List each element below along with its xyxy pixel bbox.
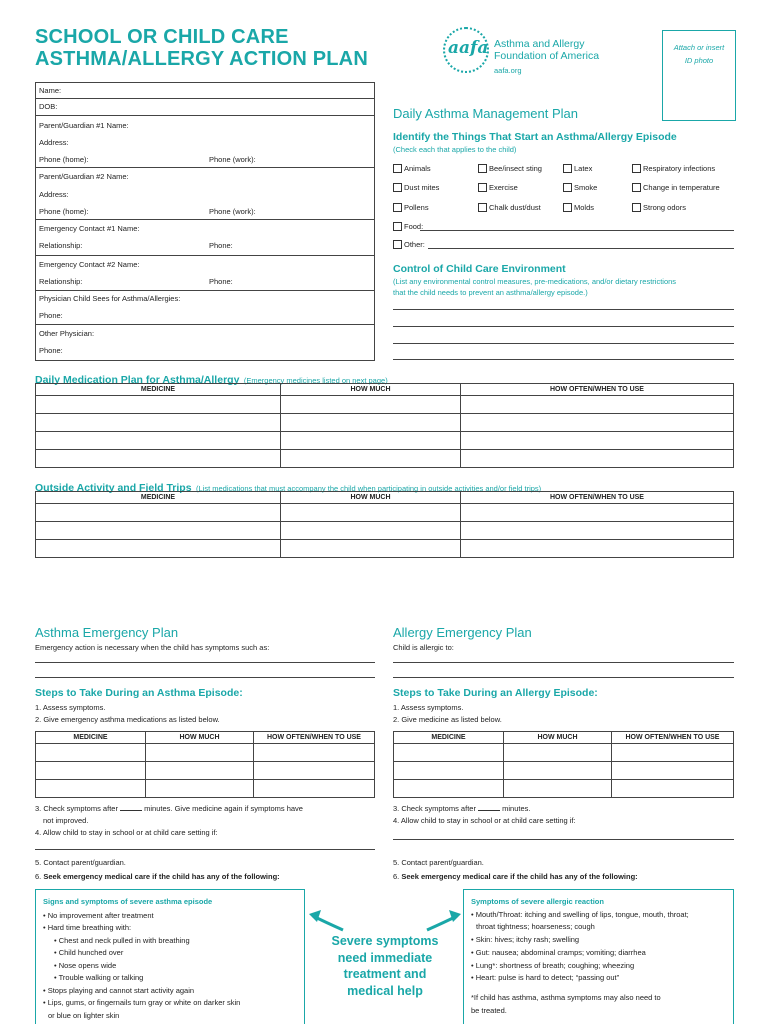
list-item: • Stops playing and cannot start activity again (43, 986, 195, 995)
outside-activity-table: MEDICINE HOW MUCH HOW OFTEN/WHEN TO USE (35, 491, 734, 558)
allergy-step-5: 5. Contact parent/guardian. (393, 858, 484, 867)
note: *If child has asthma, asthma symptoms may also need to (471, 993, 661, 1002)
list-item: or blue on lighter skin (48, 1011, 120, 1020)
trigger-smoke[interactable]: Smoke (563, 183, 597, 192)
divider (36, 290, 374, 291)
checkbox-icon[interactable] (563, 183, 572, 192)
divider (36, 167, 374, 168)
checkbox-icon[interactable] (563, 164, 572, 173)
checkbox-icon[interactable] (632, 183, 641, 192)
note: be treated. (471, 1006, 507, 1015)
checkbox-icon[interactable] (632, 164, 641, 173)
minutes-blank[interactable] (120, 810, 142, 811)
contact-info-box (35, 82, 375, 361)
table-row (36, 762, 375, 780)
asthma-emergency-intro: Emergency action is necessary when the child has symptoms such as: (35, 643, 270, 652)
asthma-step-6: 6. Seek emergency medical care if the child has any of the following: (35, 872, 280, 881)
checkbox-icon[interactable] (393, 183, 402, 192)
list-item: • Chest and neck pulled in with breathing (54, 936, 190, 945)
checkbox-icon[interactable] (393, 164, 402, 173)
asthma-emergency-med-table: MEDICINE HOW MUCH HOW OFTEN/WHEN TO USE (35, 731, 375, 798)
environment-note-2: that the child needs to prevent an asthma/allergy episode.) (393, 288, 588, 297)
parent2-address-field[interactable]: Address: (39, 190, 69, 199)
minutes-blank[interactable] (478, 810, 500, 811)
list-item: • No improvement after treatment (43, 911, 154, 920)
trigger-bee[interactable]: Bee/insect sting (478, 164, 542, 173)
list-item: • Skin: hives; itchy rash; swelling (471, 935, 580, 944)
divider (36, 98, 374, 99)
outside-activity-heading: Outside Activity and Field Trips (List medications that must accompany the child when participating in outside activities and/or field trips) (35, 482, 542, 494)
trigger-animals[interactable]: Animals (393, 164, 431, 173)
physician-phone-field[interactable]: Phone: (39, 311, 63, 320)
list-item: • Mouth/Throat: itching and swelling of lips, tongue, mouth, throat; (471, 910, 689, 919)
allergy-step-1: 1. Assess symptoms. (393, 703, 464, 712)
trigger-temperature[interactable]: Change in temperature (632, 183, 720, 192)
asthma-step-5: 5. Contact parent/guardian. (35, 858, 126, 867)
emergency2-phone-field[interactable]: Phone: (209, 277, 233, 286)
checkbox-icon[interactable] (393, 203, 402, 212)
org-name: Asthma and Allergy Foundation of America (494, 38, 600, 62)
table-row (36, 744, 375, 762)
table-row (394, 744, 734, 762)
name-field[interactable]: Name: (39, 86, 62, 95)
medication-plan-heading: Daily Medication Plan for Asthma/Allergy (Emergency medicines listed on next page) (35, 374, 388, 386)
severe-symptoms-callout: Severe symptoms need immediate treatment and medical help (331, 934, 439, 998)
parent2-phone-home-field[interactable]: Phone (home): (39, 207, 89, 216)
allergy-emergency-title: Allergy Emergency Plan (393, 625, 532, 640)
environment-title: Control of Child Care Environment (393, 263, 566, 275)
trigger-food[interactable]: Food: (393, 222, 423, 231)
asthma-emergency-title: Asthma Emergency Plan (35, 625, 179, 640)
checkbox-icon[interactable] (478, 203, 487, 212)
step4-line[interactable] (393, 839, 734, 840)
symptoms-line[interactable] (35, 662, 375, 663)
table-row (36, 522, 734, 540)
environment-note-1: (List any environmental control measures, pre-medications, and/or dietary restrictions (393, 277, 677, 286)
severe-asthma-title: Signs and symptoms of severe asthma episode (43, 897, 213, 906)
trigger-molds[interactable]: Molds (563, 203, 594, 212)
allergy-steps-title: Steps to Take During an Allergy Episode: (393, 687, 598, 699)
severe-asthma-box (35, 889, 305, 1024)
divider (36, 255, 374, 256)
list-item: • Nose opens wide (54, 961, 117, 970)
other-line[interactable] (428, 248, 734, 249)
parent1-address-field[interactable]: Address: (39, 138, 69, 147)
table-row (394, 762, 734, 780)
checkbox-icon[interactable] (478, 183, 487, 192)
allergy-emergency-med-table: MEDICINE HOW MUCH HOW OFTEN/WHEN TO USE (393, 731, 734, 798)
table-row (36, 450, 734, 468)
list-item: • Hard time breathing with: (43, 923, 132, 932)
list-item: • Gut: nausea; abdominal cramps; vomiting; diarrhea (471, 948, 646, 957)
parent1-name-field[interactable]: Parent/Guardian #1 Name: (39, 121, 129, 130)
divider (36, 324, 374, 325)
parent2-name-field[interactable]: Parent/Guardian #2 Name: (39, 172, 129, 181)
list-item: • Lung*: shortness of breath; coughing; wheezing (471, 961, 635, 970)
aafa-logo-text: aafa (448, 38, 489, 58)
asthma-step-4: 4. Allow child to stay in school or at child care setting if: (35, 828, 218, 837)
daily-plan-title: Daily Asthma Management Plan (393, 106, 578, 121)
dob-field[interactable]: DOB: (39, 102, 58, 111)
allergy-step-3: 3. Check symptoms after minutes. (393, 804, 531, 813)
org-url: aafa.org (494, 66, 522, 75)
asthma-step-2: 2. Give emergency asthma medications as listed below. (35, 715, 220, 724)
table-row (36, 396, 734, 414)
divider (36, 219, 374, 220)
asthma-step-3-cont: not improved. (43, 816, 89, 825)
parent1-phone-work-field[interactable]: Phone (work): (209, 155, 256, 164)
parent1-phone-home-field[interactable]: Phone (home): (39, 155, 89, 164)
trigger-dust[interactable]: Dust mites (393, 183, 439, 192)
other-physician-field[interactable]: Other Physician: (39, 329, 95, 338)
list-item: throat tightness; hoarseness; cough (476, 922, 595, 931)
checkbox-icon[interactable] (393, 240, 402, 249)
allergy-step-4: 4. Allow child to stay in school or at child care setting if: (393, 816, 576, 825)
trigger-respiratory[interactable]: Respiratory infections (632, 164, 715, 173)
checkbox-icon[interactable] (563, 203, 572, 212)
table-row (36, 540, 734, 558)
trigger-latex[interactable]: Latex (563, 164, 592, 173)
checkbox-icon[interactable] (478, 164, 487, 173)
table-row (36, 780, 375, 798)
other-physician-phone-field[interactable]: Phone: (39, 346, 63, 355)
environment-line[interactable] (393, 343, 734, 344)
environment-line[interactable] (393, 309, 734, 310)
emergency2-relationship-field[interactable]: Relationship: (39, 277, 83, 286)
table-row (36, 432, 734, 450)
allergy-emergency-intro: Child is allergic to: (393, 643, 454, 652)
asthma-steps-title: Steps to Take During an Asthma Episode: (35, 687, 243, 699)
triggers-title: Identify the Things That Start an Asthma/Allergy Episode (393, 131, 677, 143)
table-row (36, 414, 734, 432)
allergy-line[interactable] (393, 677, 734, 678)
asthma-step-3: 3. Check symptoms after minutes. Give medicine again if symptoms have (35, 804, 303, 813)
list-item: • Lips, gums, or fingernails turn gray or white on darker skin (43, 998, 241, 1007)
emergency2-name-field[interactable]: Emergency Contact #2 Name: (39, 260, 140, 269)
environment-line[interactable] (393, 326, 734, 327)
list-item: • Trouble walking or talking (54, 973, 144, 982)
symptoms-line[interactable] (35, 677, 375, 678)
trigger-exercise[interactable]: Exercise (478, 183, 518, 192)
severe-allergy-title: Symptoms of severe allergic reaction (471, 897, 604, 906)
physician-field[interactable]: Physician Child Sees for Asthma/Allergies: (39, 294, 181, 303)
list-item: • Heart: pulse is hard to detect; “passing out” (471, 973, 620, 982)
trigger-chalk[interactable]: Chalk dust/dust (478, 203, 541, 212)
allergy-step-2: 2. Give medicine as listed below. (393, 715, 502, 724)
asthma-step-1: 1. Assess symptoms. (35, 703, 106, 712)
emergency1-name-field[interactable]: Emergency Contact #1 Name: (39, 224, 140, 233)
divider (36, 115, 374, 116)
checkbox-icon[interactable] (393, 222, 402, 231)
allergy-line[interactable] (393, 662, 734, 663)
emergency1-phone-field[interactable]: Phone: (209, 241, 233, 250)
triggers-note: (Check each that applies to the child) (393, 145, 517, 154)
trigger-odors[interactable]: Strong odors (632, 203, 686, 212)
medication-plan-table: MEDICINE HOW MUCH HOW OFTEN/WHEN TO USE (35, 383, 734, 468)
environment-line[interactable] (393, 359, 734, 360)
trigger-other[interactable]: Other: (393, 240, 425, 249)
emergency1-relationship-field[interactable]: Relationship: (39, 241, 83, 250)
severe-allergy-box (463, 889, 734, 1024)
list-item: • Child hunched over (54, 948, 124, 957)
page-title: SCHOOL OR CHILD CARE ASTHMA/ALLERGY ACTION PLAN (35, 26, 368, 70)
step4-line[interactable] (35, 849, 375, 850)
photo-box[interactable]: Attach or insert ID photo (662, 30, 736, 121)
table-row (394, 780, 734, 798)
checkbox-icon[interactable] (632, 203, 641, 212)
trigger-pollens[interactable]: Pollens (393, 203, 429, 212)
food-line[interactable] (420, 230, 734, 231)
parent2-phone-work-field[interactable]: Phone (work): (209, 207, 256, 216)
table-row (36, 504, 734, 522)
allergy-step-6: 6. Seek emergency medical care if the child has any of the following: (393, 872, 638, 881)
